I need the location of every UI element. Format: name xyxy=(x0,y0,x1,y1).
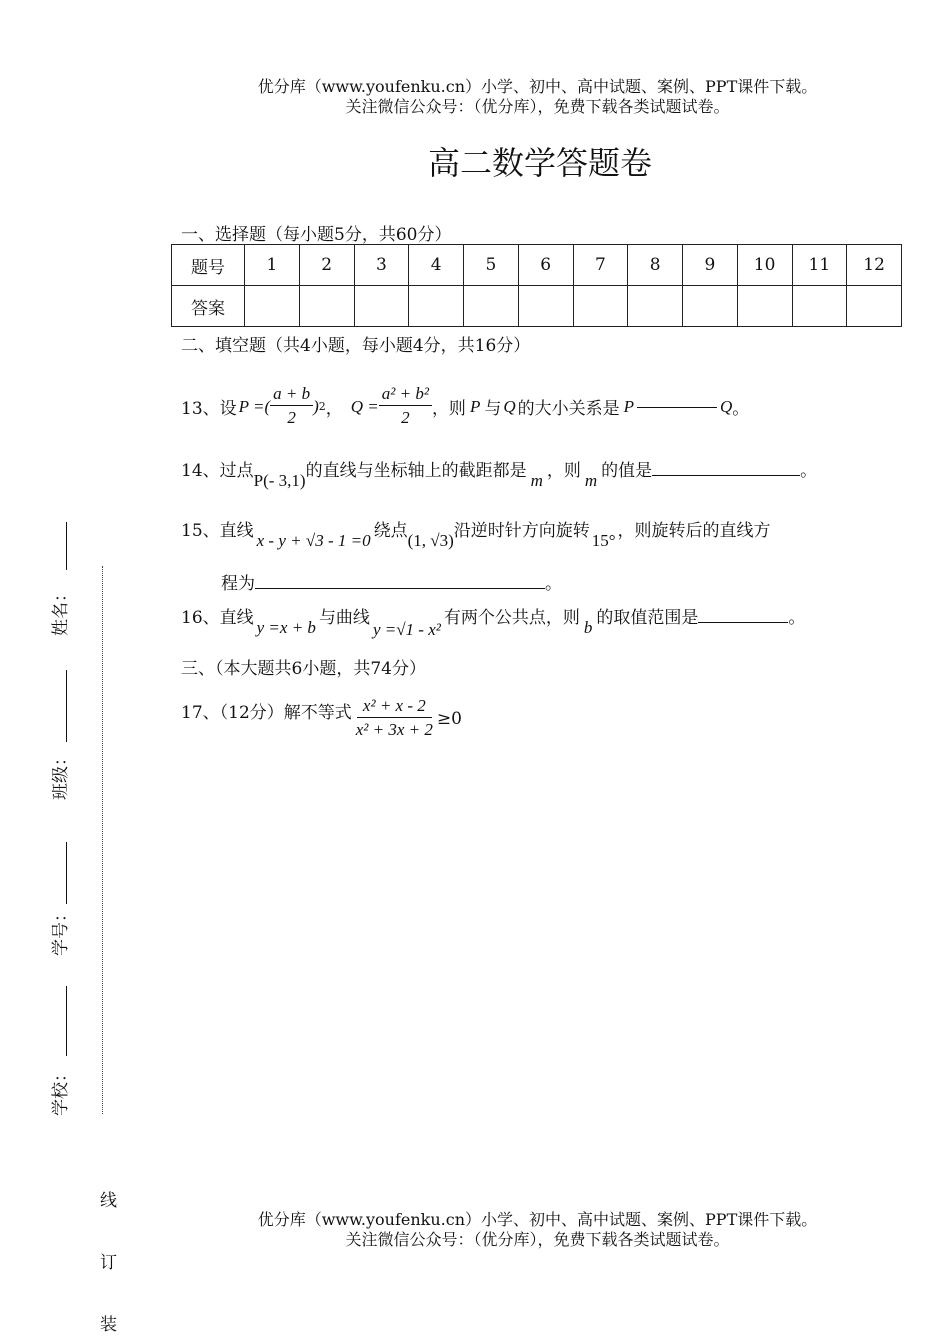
question-16 xyxy=(181,603,806,639)
binding-dotted-line xyxy=(102,566,103,1114)
q15-label: 15、直线 xyxy=(181,521,254,541)
q13-text-2: 与 xyxy=(484,399,502,419)
question-number-cell: 11 xyxy=(792,245,847,286)
table-row-numbers xyxy=(172,245,902,286)
footer-line-1: 优分库（www.youfenku.cn）小学、初中、高中试题、案例、PPT课件下载。 xyxy=(257,1210,818,1229)
section-2-heading: 二、填空题（共4小题，每小题4分，共16分） xyxy=(181,336,531,356)
question-17 xyxy=(181,695,462,742)
question-number-cell: 7 xyxy=(573,245,628,286)
question-number-cell: 10 xyxy=(737,245,792,286)
q13-q-denominator: 2 xyxy=(401,408,410,427)
answer-cell[interactable] xyxy=(245,286,300,327)
question-number-cell: 2 xyxy=(299,245,354,286)
q13-p-denominator: 2 xyxy=(287,408,296,427)
header-line-2: 关注微信公众号：（优分库），免费下载各类试题试卷。 xyxy=(345,97,730,116)
answer-cell[interactable] xyxy=(847,286,902,327)
q15-end: 。 xyxy=(545,574,562,594)
question-13 xyxy=(181,383,749,430)
answer-cell[interactable] xyxy=(409,286,464,327)
q16-end: 。 xyxy=(788,608,806,628)
q13-q-fraction xyxy=(379,383,432,430)
q13-var-p: P xyxy=(469,396,481,416)
q15-text-3: ，则旋转后的直线方 xyxy=(617,521,771,541)
answer-cell[interactable] xyxy=(628,286,683,327)
question-15-line-2 xyxy=(221,569,562,594)
binding-mark-zhuang: 装 xyxy=(100,1315,117,1335)
section-3-heading: 三、（本大题共6小题，共74分） xyxy=(181,659,426,679)
q16-text-2: 有两个公共点，则 xyxy=(443,608,580,628)
name-label[interactable]: 姓名： xyxy=(51,585,71,636)
q16-text-3: 的取值范围是 xyxy=(596,608,699,628)
q16-equation-1: y =x + b xyxy=(256,618,316,637)
q13-p-fraction xyxy=(270,383,313,430)
question-number-cell: 9 xyxy=(683,245,738,286)
id-label[interactable]: 学号： xyxy=(51,905,71,956)
q14-text-3: 的值是 xyxy=(601,461,653,481)
answer-cell[interactable] xyxy=(299,286,354,327)
binding-mark-xian: 线 xyxy=(100,1191,117,1211)
question-15 xyxy=(181,516,771,550)
q13-sep: ， xyxy=(325,399,343,419)
footer-line-2: 关注微信公众号：（优分库），免费下载各类试题试卷。 xyxy=(345,1230,730,1249)
question-number-cell: 6 xyxy=(518,245,573,286)
q13-answer-p: P xyxy=(623,396,634,416)
q13-text-1: ，则 xyxy=(431,399,466,419)
q15-angle: 15° xyxy=(591,531,616,550)
question-number-cell: 12 xyxy=(847,245,902,286)
q15-point: (1, √3) xyxy=(407,531,454,550)
question-number-cell: 4 xyxy=(409,245,464,286)
class-label[interactable]: 班级： xyxy=(51,749,71,800)
q14-text-1: 的直线与坐标轴上的截距都是 xyxy=(305,461,527,481)
page-header xyxy=(0,77,950,117)
q14-var-m: m xyxy=(530,471,543,490)
q17-numerator: x² + x - 2 xyxy=(357,695,432,718)
row-label-answer: 答案 xyxy=(172,286,245,327)
q16-answer-blank[interactable] xyxy=(698,622,788,623)
question-number-cell: 1 xyxy=(245,245,300,286)
answer-cell[interactable] xyxy=(792,286,847,327)
question-number-cell: 8 xyxy=(628,245,683,286)
answer-cell[interactable] xyxy=(573,286,628,327)
answer-cell[interactable] xyxy=(518,286,573,327)
table-row-answers xyxy=(172,286,902,327)
q16-equation-2: y =√1 - x² xyxy=(372,620,441,639)
q17-label: 17、（12分）解不等式 xyxy=(181,703,352,723)
answer-cell[interactable] xyxy=(354,286,409,327)
header-line-1: 优分库（www.youfenku.cn）小学、初中、高中试题、案例、PPT课件下载。 xyxy=(257,77,818,96)
q17-denominator: x² + 3x + 2 xyxy=(355,720,433,739)
question-number-cell: 5 xyxy=(464,245,519,286)
q16-label: 16、直线 xyxy=(181,608,254,628)
q17-relation: ≥0 xyxy=(436,708,462,729)
q13-q-numerator: a² + b² xyxy=(379,383,432,406)
q15-line-2-text: 程为 xyxy=(221,574,255,594)
school-label[interactable]: 学校： xyxy=(51,1065,71,1116)
q16-text-1: 与曲线 xyxy=(318,608,370,628)
answer-cell[interactable] xyxy=(464,286,519,327)
q17-fraction xyxy=(356,695,433,742)
q13-q-eq: Q = xyxy=(350,396,379,416)
q13-p-exponent: 2 xyxy=(318,400,326,413)
answer-table xyxy=(171,244,902,327)
q14-var-m2: m xyxy=(584,471,598,490)
page-footer xyxy=(0,1210,950,1250)
q14-label: 14、过点 xyxy=(181,461,254,481)
question-number-cell: 3 xyxy=(354,245,409,286)
q16-var-b: b xyxy=(583,618,593,637)
q13-p-eq: P =( xyxy=(238,396,271,416)
q13-answer-blank[interactable] xyxy=(637,406,717,408)
student-info-margin xyxy=(46,520,76,1120)
section-1-heading: 一、选择题（每小题5分，共60分） xyxy=(181,225,452,245)
q14-point: P(- 3,1) xyxy=(253,471,306,490)
q15-text-2: 沿逆时针方向旋转 xyxy=(453,521,590,541)
question-14 xyxy=(181,456,818,490)
row-label-question-number: 题号 xyxy=(172,245,245,286)
q15-answer-blank[interactable] xyxy=(255,588,545,589)
q14-end: 。 xyxy=(800,461,818,481)
q13-p-close: ) xyxy=(313,396,319,416)
q13-end: 。 xyxy=(732,399,750,419)
q13-p-numerator: a + b xyxy=(270,383,313,406)
answer-cell[interactable] xyxy=(683,286,738,327)
answer-cell[interactable] xyxy=(737,286,792,327)
binding-mark-ding: 订 xyxy=(100,1253,117,1273)
q14-text-2: ，则 xyxy=(546,461,581,481)
q13-answer-q: Q xyxy=(720,396,733,416)
page-title: 高二数学答题卷 xyxy=(427,144,652,182)
q14-answer-blank[interactable] xyxy=(652,475,800,476)
q15-equation: x - y + √3 - 1 =0 xyxy=(256,531,371,550)
q13-var-q: Q xyxy=(503,396,516,416)
q13-label: 13、设 xyxy=(181,399,237,419)
q15-text-1: 绕点 xyxy=(373,521,408,541)
q13-text-3: 的大小关系是 xyxy=(517,399,620,419)
